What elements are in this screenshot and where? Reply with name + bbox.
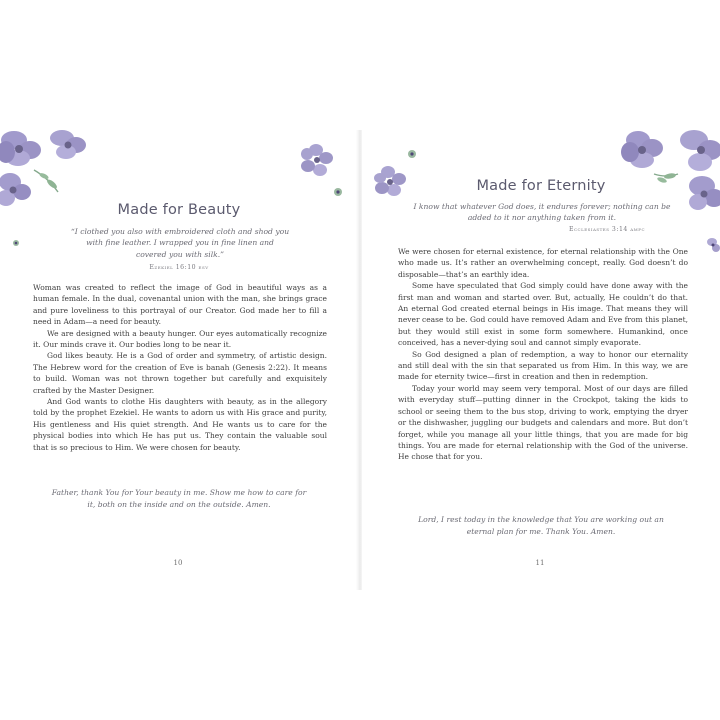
left-paragraph-2: We are designed with a beauty hunger. Our eyes automatically recognize it. Our minds crave it. Our bodies long to be near it. bbox=[33, 328, 327, 350]
left-page bbox=[0, 130, 358, 590]
right-paragraph-2: Some have speculated that God simply could have done away with the first man and woman and started over. But, actually, He couldn’t do that. An eternal God created eternal beings in His image. That means they will never cease to be. God could have removed Adam and Eve from this planet, but they would still exist in some form somewhere. Humankind, once conceived, has a never-dying soul and cannot simply evaporate. bbox=[398, 281, 688, 348]
right-page-citation: Ecclesiastes 3:14 ampc bbox=[568, 226, 646, 233]
left-paragraph-4: And God wants to clothe His daughters with beauty, as in the allegory told by the prophet Ezekiel. He wants to adorn us with His grace and purity, His gentleness and His quiet strength. And He wants us to care for the physical bodies into which He has put us. They contain the valuable soul that is so precious to Him. We were chosen for beauty. bbox=[33, 397, 327, 452]
left-page-body bbox=[33, 282, 327, 453]
right-page-body bbox=[398, 246, 688, 463]
right-paragraph-3: So God designed a plan of redemption, a way to honor our eternality and still deal with the sin that separated us from Him. In this way, we are made for eternity twice—first in creation and then in redemption. bbox=[398, 349, 688, 382]
right-page-prayer: Lord, I rest today in the knowledge that You are working out an eternal plan for me. Thank You. Amen. bbox=[418, 515, 664, 536]
left-page-title: Made for Beauty bbox=[117, 202, 241, 218]
right-paragraph-1: We were chosen for eternal existence, for eternal relationship with the One who made us. It’s rather an overwhelming concept, really. God doesn’t do disposable—that’s an earthly idea. bbox=[398, 247, 688, 279]
left-small-flower-illustration bbox=[300, 142, 358, 202]
left-page-number: 10 bbox=[173, 559, 183, 567]
right-paragraph-4: Today your world may seem very temporal. Most of our days are filled with everyday stuff—putting dinner in the Crockpot, taking the kids to school or seeing them to the bus stop, driving to work, emptying the dryer or the dishwasher, juggling our budgets and calendars and more. But don’t forget, while you manage all your little things, that you are made for big things. You are made for eternal relationship with the God of the universe. He chose that for you. bbox=[398, 383, 688, 462]
left-paragraph-3: God likes beauty. He is a God of order and symmetry, of artistic design. The Hebrew word for the creation of Eve is banah (Genesis 2:22). It means to build. Woman was not thrown together but carefully and exquisitely crafted by the Master Designer. bbox=[33, 351, 327, 395]
right-page-verse: I know that whatever God does, it endures forever; nothing can be added to it nor anything taken from it. bbox=[413, 202, 671, 223]
left-page-prayer: Father, thank You for Your beauty in me. Show me how to care for it, both on the inside and on the outside. Amen. bbox=[51, 488, 307, 509]
right-page-number: 11 bbox=[535, 559, 545, 567]
right-page-title: Made for Eternity bbox=[476, 178, 606, 194]
left-paragraph-1: Woman was created to reflect the image of God in beautiful ways as a human female. In the dual, covenantal union with the man, she brings grace and pure loveliness to this portrayal of our Creator. God made her to fill a need in Adam—a need for beauty. bbox=[33, 283, 327, 327]
right-corner-flowers-illustration bbox=[624, 130, 720, 260]
book-spread bbox=[0, 130, 720, 590]
right-page bbox=[362, 130, 720, 590]
left-page-citation: Ezekiel 16:10 esv bbox=[149, 264, 209, 271]
left-page-verse: “I clothed you also with embroidered cloth and shod you with fine leather. I wrapped you in fine linen and covered you with silk.” bbox=[70, 227, 290, 259]
